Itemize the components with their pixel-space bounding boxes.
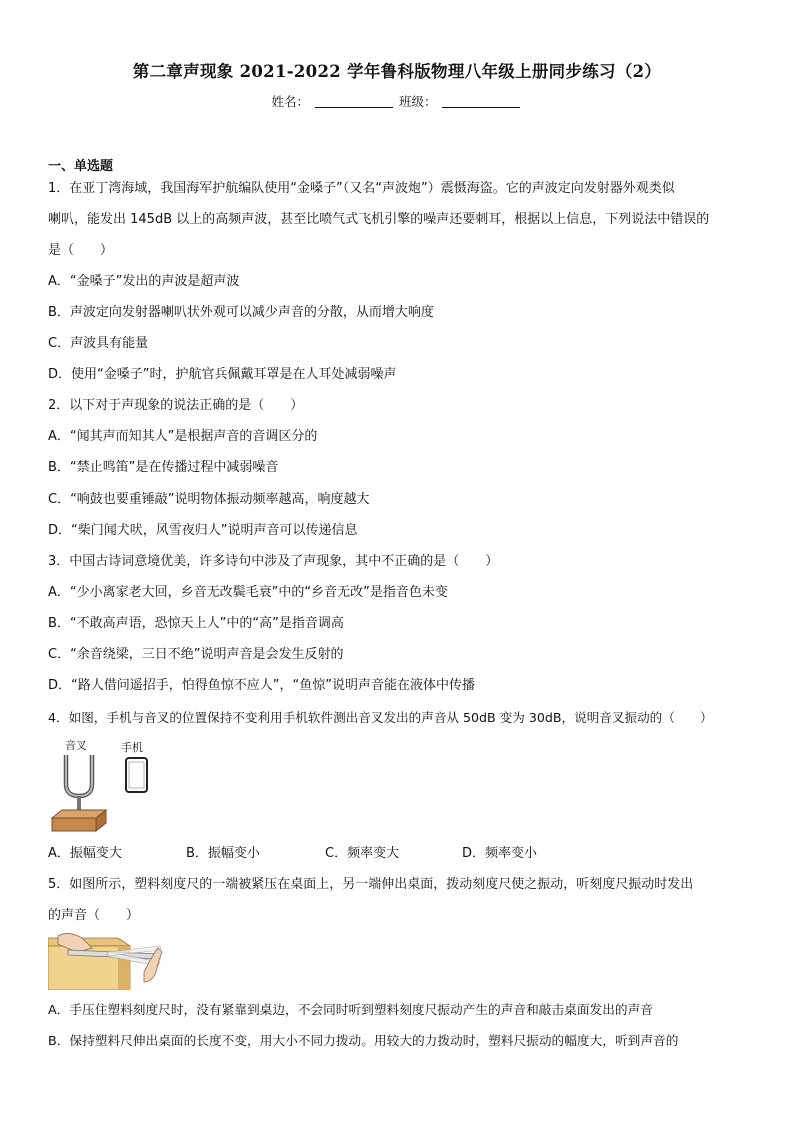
tuning-fork-phone-illustration — [48, 738, 158, 838]
phone-icon — [126, 758, 147, 792]
q1-stem-line-2: 喇叭，能发出 145dB 以上的高频声波，甚至比喷气式飞机引擎的噪声还要刺耳，根据以上信息，下列说法中错误的 — [48, 212, 710, 227]
q5-option-b[interactable]: B．保持塑料尺伸出桌面的长度不变，用大小不同力拨动。用较大的力拨动时，塑料尺振动的幅度大，听到声音的 — [48, 1033, 679, 1048]
q5-stem-line-1: 5．如图所示，塑料刻度尺的一端被紧压在桌面上，另一端伸出桌面，拨动刻度尺使之振动，听刻度尺振动时发出 — [48, 877, 694, 892]
q2-stem: 2．以下对于声现象的说法正确的是（ ） — [48, 398, 304, 413]
name-label: 姓名： — [271, 94, 310, 109]
q1-option-c[interactable]: C．声波具有能量 — [48, 336, 149, 351]
q4-option-d[interactable]: D．频率变小 — [462, 846, 538, 861]
tuning-fork-icon — [66, 755, 92, 810]
fig-label-fork: 音叉 — [65, 739, 87, 752]
q1-option-a[interactable]: A．“金嗓子”发出的声波是超声波 — [48, 274, 240, 289]
q4-stem: 4．如图，手机与音叉的位置保持不变利用手机软件测出音叉发出的声音从 50dB 变为 30dB，说明音叉振动的（ ） — [48, 710, 713, 725]
q4-option-a[interactable]: A．振幅变大 — [48, 846, 122, 861]
q5-option-a[interactable]: A．手压住塑料刻度尺时，没有紧靠到桌边，不会同时听到塑料刻度尺振动产生的声音和敲击桌面发出的声音 — [48, 1002, 653, 1017]
q2-option-b[interactable]: B．“禁止鸣笛”是在传播过程中减弱噪音 — [48, 460, 279, 475]
q1-option-b[interactable]: B．声波定向发射器喇叭状外观可以减少声音的分散，从而增大响度 — [48, 305, 434, 320]
tuning-fork-phone-figure — [48, 738, 158, 838]
name-class-line — [0, 92, 794, 110]
q3-option-a[interactable]: A．“少小离家老大回，乡音无改鬓毛衰”中的“乡音无改”是指音色未变 — [48, 585, 448, 600]
q2-option-a[interactable]: A．“闻其声而知其人”是根据声音的音调区分的 — [48, 429, 318, 444]
class-blank[interactable] — [442, 95, 520, 108]
q2-option-c[interactable]: C．“响鼓也要重锤敲”说明物体振动频率越高，响度越大 — [48, 492, 370, 507]
q1-stem-line-3: 是（ ） — [48, 243, 114, 258]
q3-option-b[interactable]: B．“不敢高声语，恐惊天上人”中的“高”是指音调高 — [48, 616, 344, 631]
ruler-vibration-illustration — [48, 932, 164, 990]
q4-option-c[interactable]: C．频率变大 — [325, 846, 400, 861]
q4-option-b[interactable]: B．振幅变小 — [186, 846, 260, 861]
q1-option-d[interactable]: D．使用“金嗓子”时，护航官兵佩戴耳罩是在人耳处减弱噪声 — [48, 367, 397, 382]
q2-option-d[interactable]: D．“柴门闻犬吠，风雪夜归人”说明声音可以传递信息 — [48, 523, 358, 538]
q5-stem-line-2: 的声音（ ） — [48, 908, 140, 923]
q1-stem-line-1: 1．在亚丁湾海域，我国海军护航编队使用“金嗓子”（又名“声波炮”）震慑海盗。它的声波定向发射器外观类似 — [48, 181, 675, 196]
q3-option-d[interactable]: D．“路人借问遥招手，怕得鱼惊不应人”，“鱼惊”说明声音能在液体中传播 — [48, 678, 475, 693]
q3-option-c[interactable]: C．“余音绕梁，三日不绝”说明声音是会发生反射的 — [48, 647, 344, 662]
q4-options — [48, 845, 537, 863]
page-title: 第二章声现象 2021-2022 学年鲁科版物理八年级上册同步练习（2） — [132, 62, 662, 81]
fig-label-phone: 手机 — [121, 741, 143, 754]
q3-stem: 3．中国古诗词意境优美，许多诗句中涉及了声现象，其中不正确的是（ ） — [48, 554, 499, 569]
class-label: 班级： — [398, 94, 437, 109]
ruler-on-table-figure — [48, 932, 164, 990]
section-title: 一、单选题 — [48, 159, 114, 174]
wooden-box-icon — [52, 810, 106, 831]
name-blank[interactable] — [315, 95, 393, 108]
